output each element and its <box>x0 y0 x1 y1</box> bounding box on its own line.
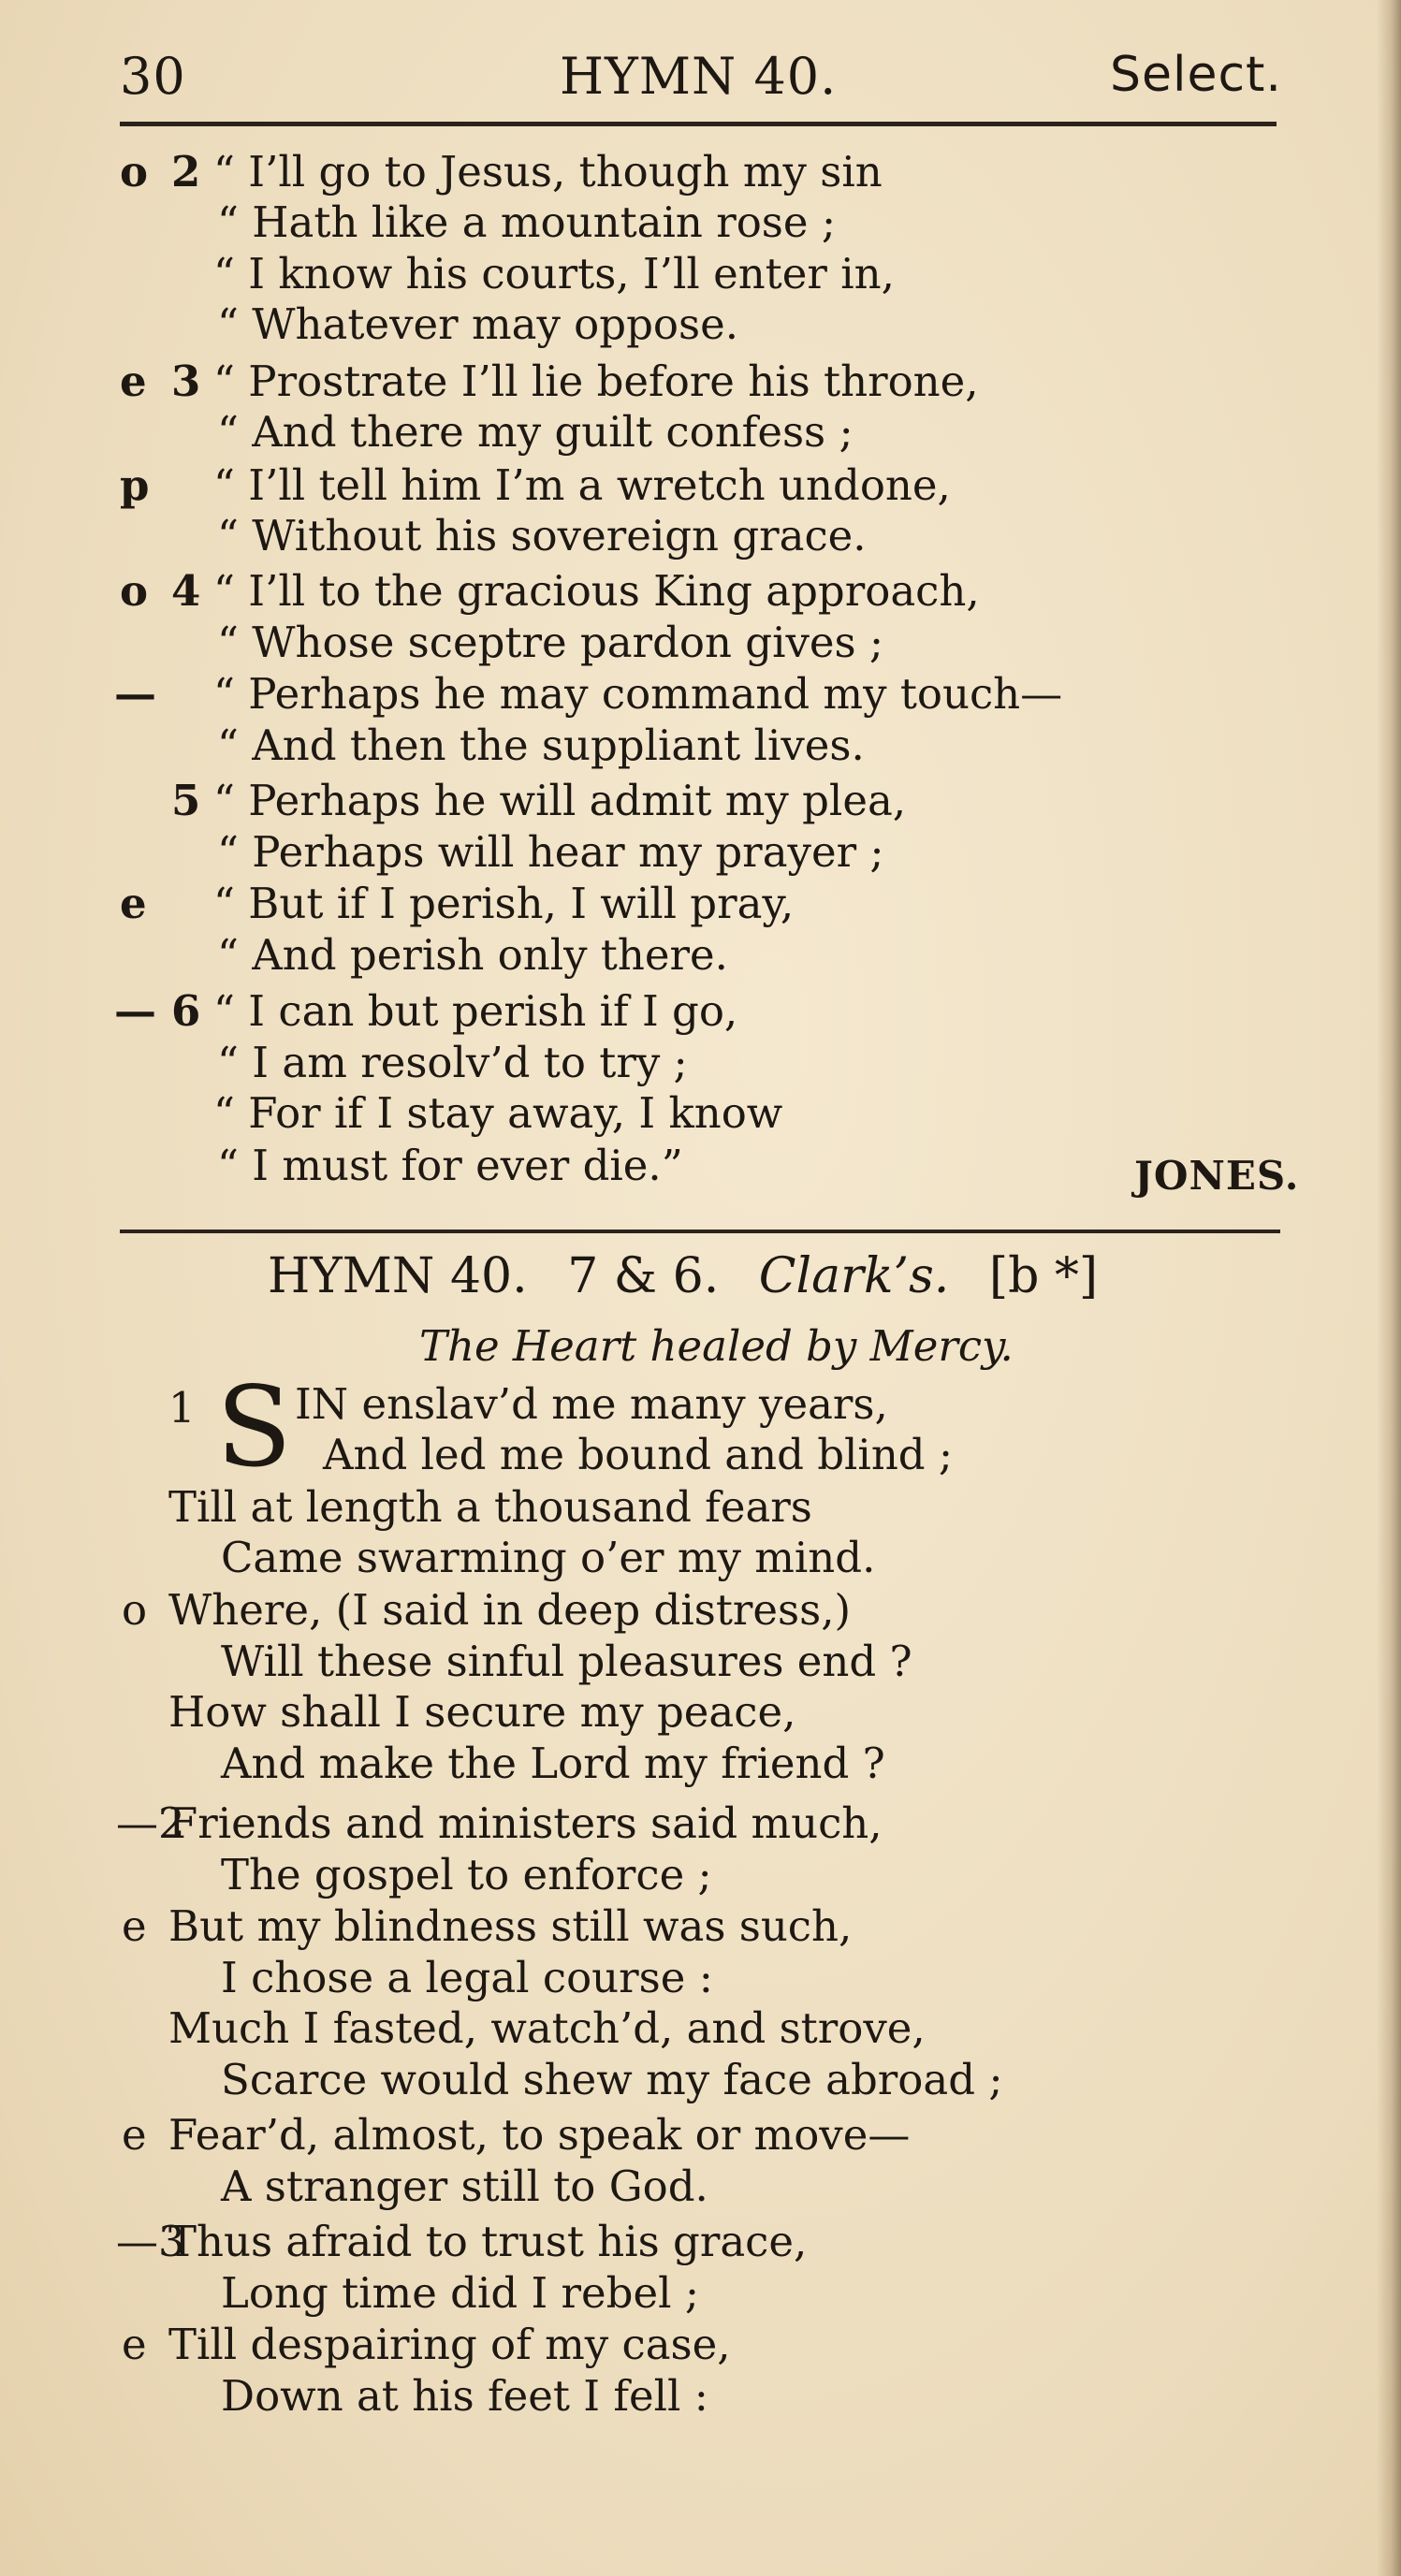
verse-line: “ And perish only there. <box>217 930 728 980</box>
verse-line: “ Prostrate I’ll lie before his throne, <box>213 357 979 406</box>
author-attribution: JONES. <box>1134 1153 1300 1199</box>
verse-line: And led me bound and blind ; <box>323 1430 954 1479</box>
verse-line: Came swarming o’er my mind. <box>221 1533 876 1582</box>
verse-line: “ Without his sovereign grace. <box>217 511 867 560</box>
verse-line: A stranger still to God. <box>221 2161 708 2211</box>
dynamic-mark: e <box>120 879 147 928</box>
verse-line: How shall I secure my peace, <box>168 1687 796 1737</box>
verse-number: 5 <box>171 776 201 825</box>
dynamic-mark: —2 <box>116 1798 185 1848</box>
dynamic-mark: e <box>120 357 147 406</box>
verse-line: Fear’d, almost, to speak or move— <box>168 2110 911 2160</box>
verse-line: “ I am resolv’d to try ; <box>217 1038 688 1087</box>
verse-line: “ Hath like a mountain rose ; <box>217 197 836 247</box>
dynamic-mark: p <box>120 460 150 510</box>
verse-line: “ I’ll tell him I’m a wretch undone, <box>213 460 951 510</box>
verse-number: 2 <box>171 147 201 196</box>
dynamic-mark: o <box>120 566 149 616</box>
verse-line: “ I know his courts, I’ll enter in, <box>213 249 895 298</box>
verse-line: The gospel to enforce ; <box>221 1850 712 1899</box>
dynamic-mark: o <box>122 1585 148 1635</box>
page-edge-shadow <box>1377 0 1401 2576</box>
verse-line: “ And there my guilt confess ; <box>217 407 854 457</box>
dynamic-mark: e <box>122 1901 147 1951</box>
verse-line: “ I can but perish if I go, <box>213 986 738 1036</box>
verse-line: Thus afraid to trust his grace, <box>168 2217 808 2266</box>
verse-line: “ Perhaps will hear my prayer ; <box>217 827 884 877</box>
hymn-mark: [b *] <box>988 1248 1099 1304</box>
verse-number: 4 <box>171 566 201 616</box>
verse-line: Will these sinful pleasures end ? <box>221 1637 912 1686</box>
dynamic-mark: — <box>114 986 156 1036</box>
verse-line: “ I must for ever die.” <box>217 1141 683 1190</box>
hymn-title: HYMN 40. <box>268 1248 528 1304</box>
verse-line: “ Perhaps he may command my touch— <box>213 669 1063 719</box>
verse-line: “ I’ll to the gracious King approach, <box>213 566 980 616</box>
hymn-divider-rule <box>120 1230 1280 1233</box>
verse-line: Friends and ministers said much, <box>168 1798 883 1848</box>
hymn-meter: 7 & 6. <box>567 1248 720 1304</box>
verse-line: “ Perhaps he will admit my plea, <box>213 776 907 825</box>
verse-number: 6 <box>171 986 201 1036</box>
hymn-subtitle: The Heart healed by Mercy. <box>419 1321 1014 1371</box>
verse-line: “ But if I perish, I will pray, <box>213 879 795 928</box>
verse-line: I chose a legal course : <box>221 1953 713 2002</box>
verse-line: But my blindness still was such, <box>168 1901 853 1951</box>
running-title: HYMN 40. <box>560 47 838 106</box>
dynamic-mark: e <box>122 2110 147 2160</box>
header-rule <box>120 122 1277 126</box>
verse-line: Scarce would shew my face abroad ; <box>221 2055 1003 2104</box>
section-label: Select. <box>1110 47 1282 103</box>
verse-number: 1 <box>168 1383 196 1433</box>
hymn-tune: Clark’s. <box>758 1248 950 1304</box>
page-number: 30 <box>120 47 186 106</box>
verse-line: “ I’ll go to Jesus, though my sin <box>213 147 883 196</box>
verse-line: “ Whose sceptre pardon gives ; <box>217 618 884 667</box>
verse-line: Long time did I rebel ; <box>221 2268 699 2318</box>
verse-line: “ Whatever may oppose. <box>217 299 739 349</box>
verse-line: “ And then the suppliant lives. <box>217 720 865 770</box>
drop-cap: S <box>216 1362 292 1492</box>
verse-line: Till at length a thousand fears <box>168 1482 812 1532</box>
verse-line: Down at his feet I fell : <box>221 2371 708 2421</box>
dynamic-mark: o <box>120 147 149 196</box>
hymn-40-heading <box>268 1248 1122 1304</box>
verse-line: Till despairing of my case, <box>168 2320 731 2369</box>
verse-line: Much I fasted, watch’d, and strove, <box>168 2003 926 2053</box>
verse-line: “ For if I stay away, I know <box>213 1088 783 1138</box>
verse-line: IN enslav’d me many years, <box>295 1379 888 1429</box>
dynamic-mark: —3 <box>116 2217 185 2266</box>
dynamic-mark: e <box>122 2320 147 2369</box>
verse-line: And make the Lord my friend ? <box>221 1739 885 1788</box>
dynamic-mark: — <box>114 669 156 719</box>
verse-number: 3 <box>171 357 201 406</box>
verse-line: Where, (I said in deep distress,) <box>168 1585 852 1635</box>
